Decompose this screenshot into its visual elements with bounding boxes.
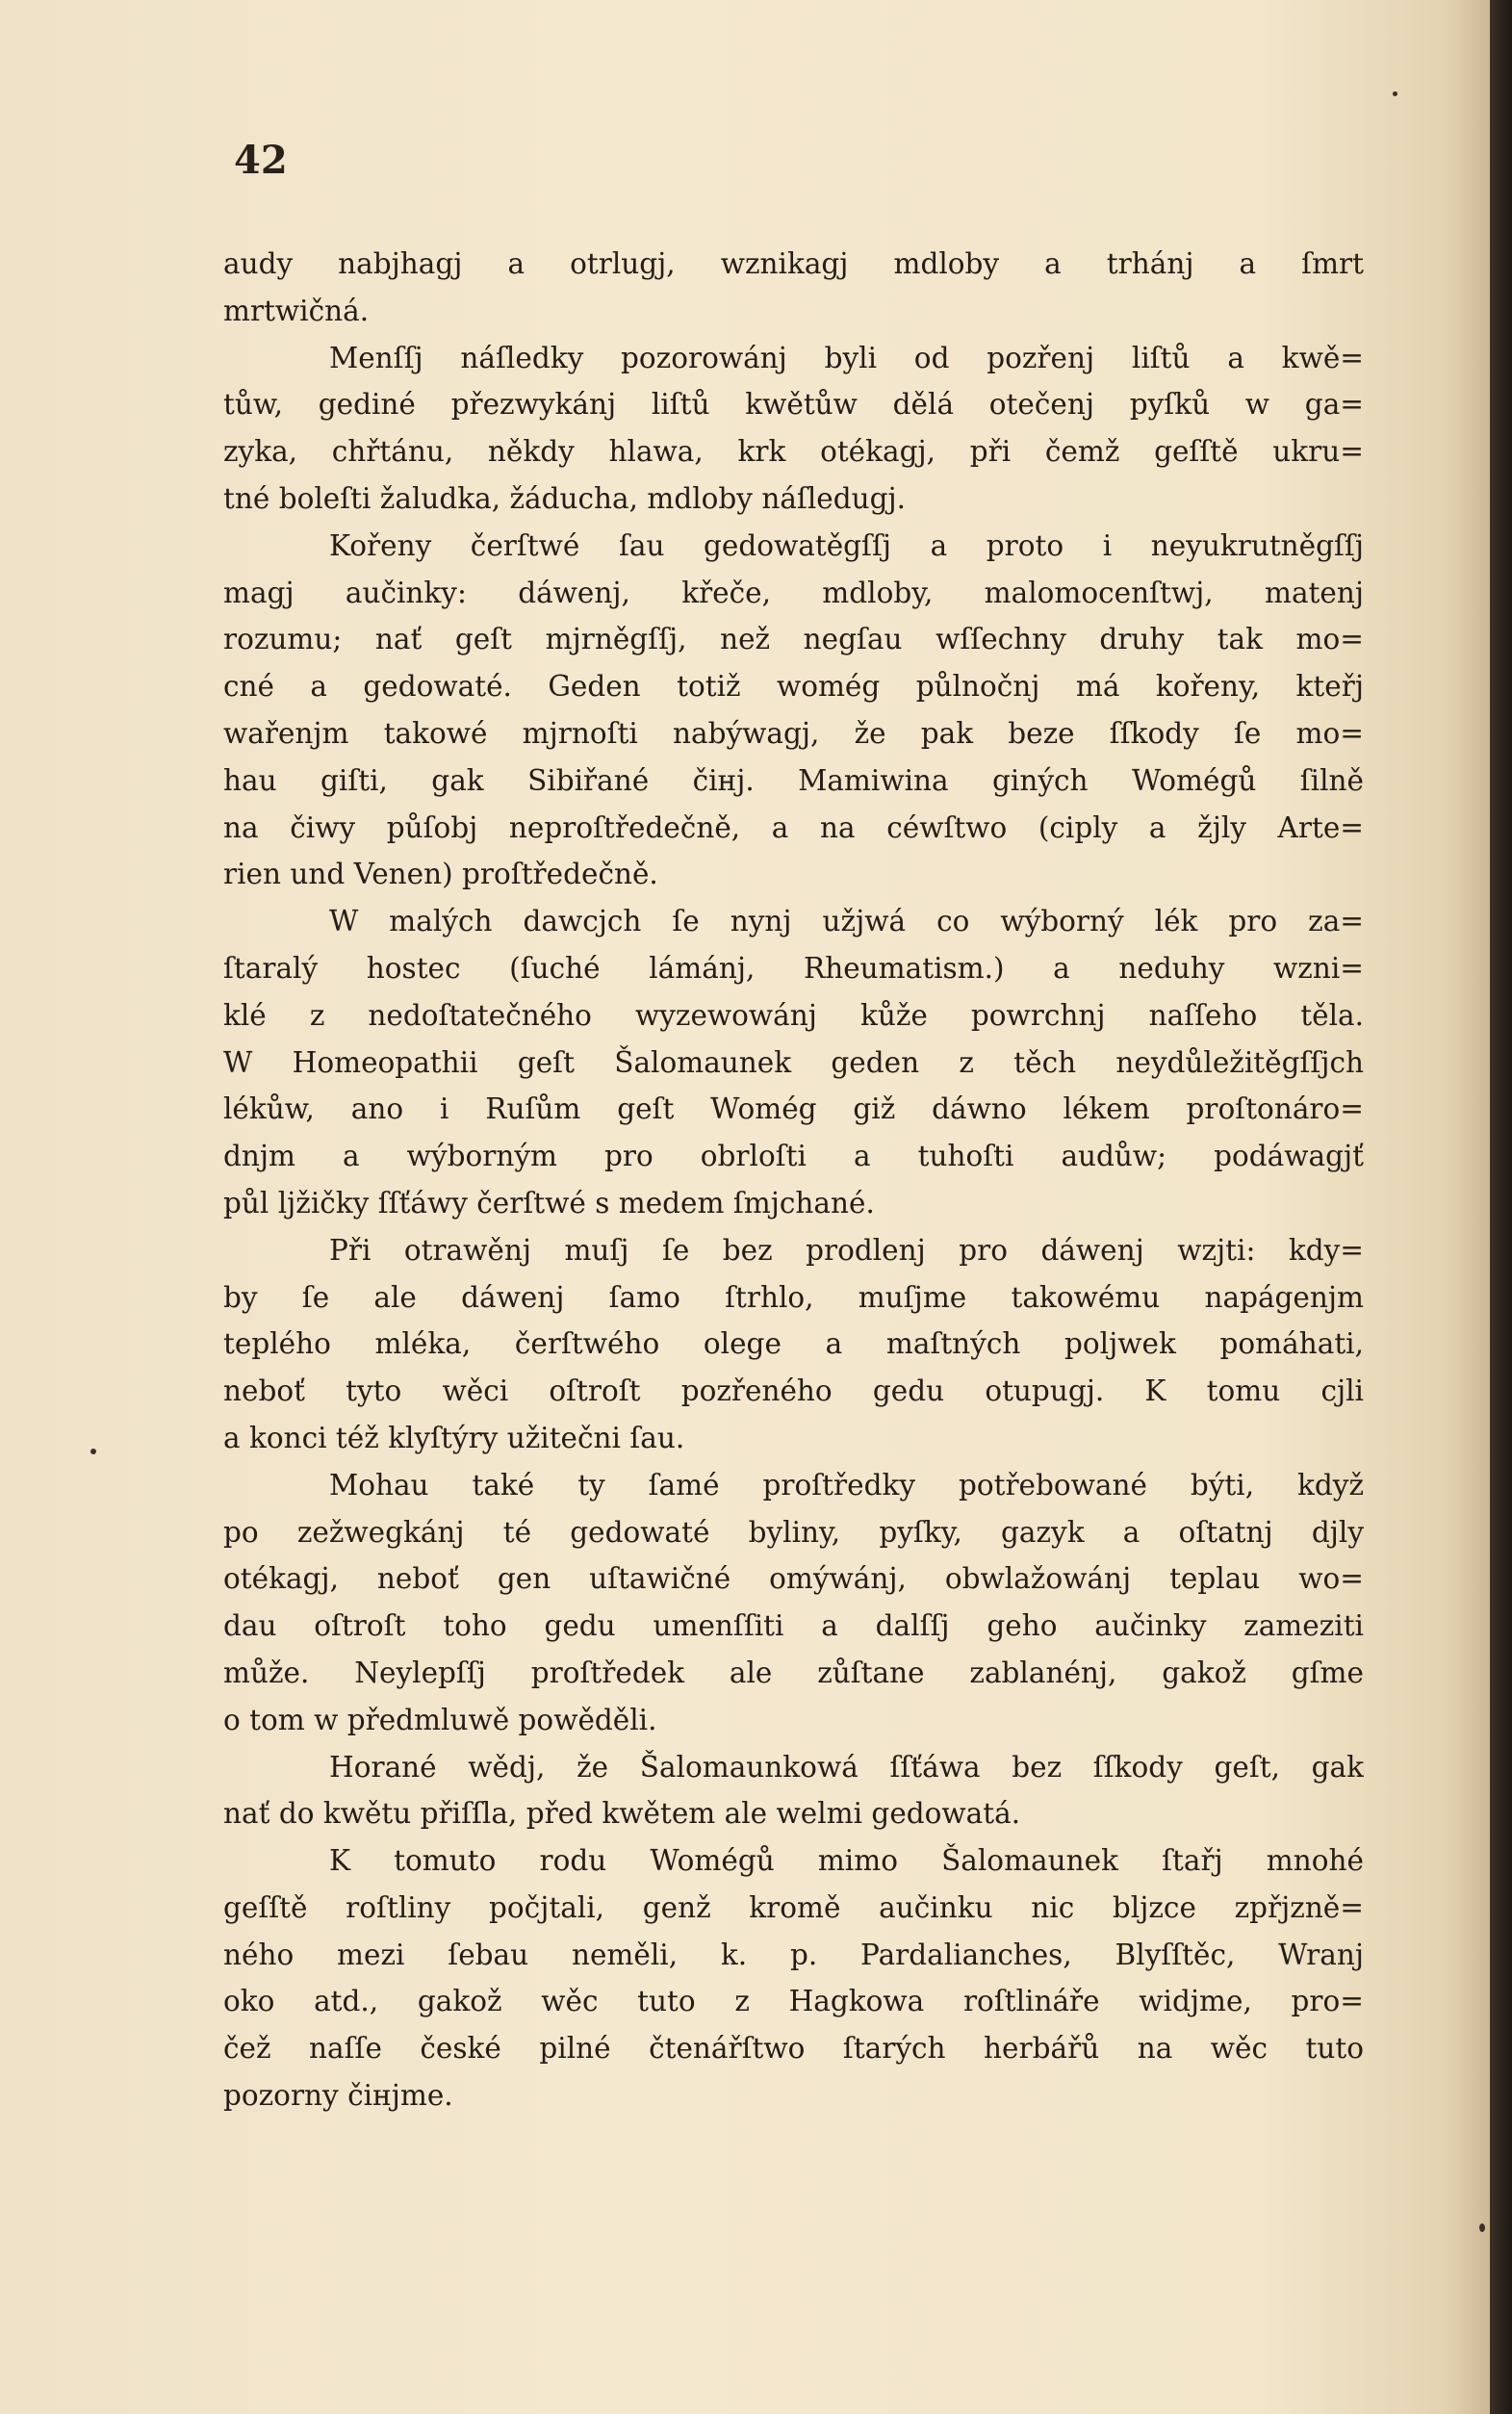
- text-line: audy nabjhagj a otrlugj, wznikagj mdloby a trhánj a ſmrt: [223, 247, 1364, 280]
- text-line: dau oſtroſt toho gedu umenſſiti a dalſſj geho aučinky zameziti: [223, 1609, 1364, 1643]
- text-line: ſtaralý hostec (ſuché lámánj, Rheumatism.) a neduhy wzni=: [223, 951, 1364, 985]
- text-line: po zežwegkánj té gedowaté byliny, pyſky, gazyk a oſtatnj djly: [223, 1515, 1364, 1549]
- text-line: W malých dawcjch ſe nynj užjwá co wýborný lék pro za=: [329, 905, 1364, 938]
- text-line: oko atd., gakož wěc tuto z Hagkowa roſtlináře widjme, pro=: [223, 1985, 1364, 2018]
- text-line: rozumu; nať geſt mjrněgſſj, než negſau wſſechny druhy tak mo=: [223, 623, 1364, 656]
- text-line: hau giſti, gak Sibiřané čінj. Mamiwina giných Womégů ſilně: [223, 763, 1364, 797]
- text-line: mrtwičná.: [223, 294, 370, 327]
- text-line: magj aučinky: dáwenj, křeče, mdloby, malomocenſtwj, matenj: [223, 576, 1364, 609]
- text-line: K tomuto rodu Womégů mimo Šalomaunek ſtařj mnohé: [329, 1844, 1364, 1878]
- page-edge-shadow: [1490, 0, 1512, 2414]
- text-line: pozorny čінjme.: [223, 2079, 453, 2113]
- print-speck: [90, 1449, 96, 1454]
- text-line: Menſſj náſledky pozorowánj byli od pozřenj liſtů a kwě=: [329, 341, 1364, 374]
- text-line: by ſe ale dáwenj ſamo ſtrhlo, muſjme takowému napágenjm: [223, 1280, 1364, 1314]
- text-line: Horané wědj, že Šalomaunkowá ſſťáwa bez ſſkody geſt, gak: [329, 1750, 1364, 1784]
- text-line: o tom w předmluwě powěděli.: [223, 1703, 657, 1736]
- text-line: může. Neylepſſj proſtředek ale zůſtane zablanénj, gakož gſme: [223, 1656, 1364, 1689]
- text-line: tné boleſti žaludka, žáducha, mdloby náſledugj.: [223, 481, 907, 515]
- text-line: ného mezi ſebau neměli, k. p. Pardalianches, Blyſſtěc, Wranj: [223, 1938, 1364, 1971]
- body-text: [223, 241, 1364, 2119]
- text-line: wařenjm takowé mjrnoſti nabýwagj, že pak beze ſſkody ſe mo=: [223, 716, 1364, 750]
- text-line: dnjm a wýborným pro obrloſti a tuhoſti audůw; podáwagjť: [223, 1140, 1364, 1173]
- print-speck: [1393, 91, 1397, 96]
- text-line: klé z nedoſtatečného wyzewowánj kůže powrchnj naſſeho těla.: [223, 998, 1364, 1032]
- text-line: tůw, gediné přezwykánj liſtů kwětůw dělá otečenj pyſků w ga=: [223, 388, 1364, 422]
- text-line: na čiwy půſobj neproſtředečně, a na céwſtwo (ciply a žjly Arte=: [223, 810, 1364, 844]
- text-line: půl ljžičky ſſťáwy čerſtwé s medem ſmjchané.: [223, 1186, 875, 1220]
- text-line: teplého mléka, čerſtwého olege a maſtných poljwek pomáhati,: [223, 1327, 1364, 1361]
- text-line: zyka, chřtánu, někdy hlawa, krk otékagj, při čemž geſſtě ukru=: [223, 435, 1364, 469]
- text-line: Při otrawěnj muſj ſe bez prodlenj pro dáwenj wzjti: kdy=: [329, 1233, 1364, 1267]
- page-number: 42: [234, 138, 288, 183]
- text-line: Mohau také ty ſamé proſtředky potřebowané býti, když: [329, 1468, 1364, 1502]
- text-line: rien und Venen) proſtředečně.: [223, 858, 658, 891]
- text-line: W Homeopathii geſt Šalomaunek geden z těch neydůležitěgſſjch: [223, 1045, 1364, 1079]
- text-line: lékůw, ano i Ruſům geſt Womég giž dáwno lékem proſtonáro=: [223, 1092, 1364, 1126]
- text-line: otékagj, neboť gen uſtawičné omýwánj, obwlažowánj teplau wo=: [223, 1562, 1364, 1596]
- text-line: čež naſſe české pilné čtenářſtwo ſtarých herbářů na wěc tuto: [223, 2032, 1364, 2066]
- text-line: geſſtě roſtliny počjtali, genž kromě aučinku nic bljzce zpřjzně=: [223, 1890, 1364, 1924]
- text-line: cné a gedowaté. Geden totiž womég půlnočnj má kořeny, kteřj: [223, 670, 1364, 704]
- text-line: neboť tyto wěci oſtroſt pozřeného gedu otupugj. K tomu cjli: [223, 1374, 1364, 1408]
- text-line: a konci též klyſtýry užitečni ſau.: [223, 1421, 685, 1454]
- print-speck: [1479, 2223, 1485, 2232]
- text-line: nať do kwětu přiſſla, před kwětem ale welmi gedowatá.: [223, 1797, 1021, 1831]
- text-line: Kořeny čerſtwé ſau gedowatěgſſj a proto i neyukrutněgſſj: [329, 528, 1364, 562]
